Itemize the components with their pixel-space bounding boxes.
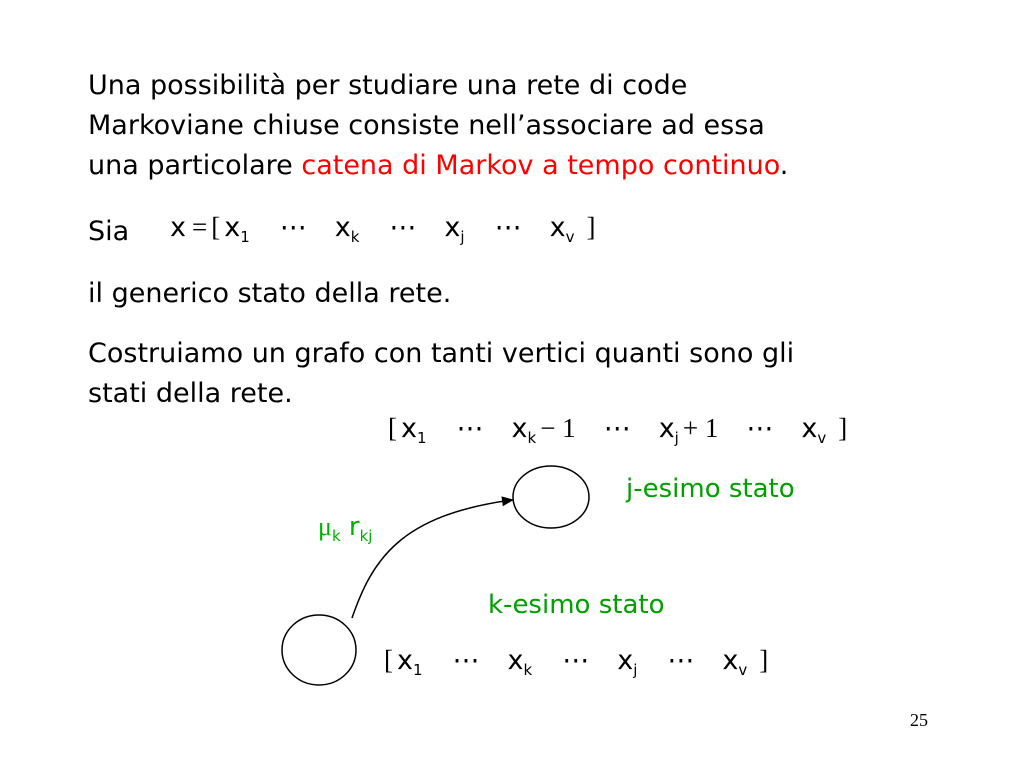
xk-var: x <box>334 212 351 243</box>
intro-line-3-text: una particolare <box>88 150 302 181</box>
equals-sign: = <box>191 212 208 242</box>
j-x1-sub: 1 <box>416 429 427 447</box>
j-dots-3: ⋯ <box>746 413 774 443</box>
j-minus-one: − 1 <box>540 413 576 443</box>
j-xj-sub: j <box>674 429 679 447</box>
r-symbol: r <box>340 512 360 542</box>
k-x1-var: x <box>397 645 413 676</box>
paragraph-generic-state: il generico stato della rete. <box>88 278 452 309</box>
k-dots-2: ⋯ <box>562 645 590 675</box>
k-open-bracket: [ <box>384 645 393 675</box>
highlight-markov-chain: catena di Markov a tempo continuo <box>301 150 780 181</box>
k-xv-var: x <box>722 645 739 676</box>
j-xk-var: x <box>511 413 528 444</box>
xv-var: x <box>549 212 566 243</box>
j-dots-1: ⋯ <box>456 413 484 443</box>
j-x1-var: x <box>401 413 417 444</box>
intro-line-3-end: . <box>779 150 789 181</box>
j-xj-var: x <box>658 413 675 444</box>
xj-var: x <box>444 212 461 243</box>
mu-symbol: μ <box>318 512 332 541</box>
intro-line-2: Markoviane chiuse consiste nell’associare ad essa <box>88 110 765 141</box>
open-bracket: [ <box>211 212 221 242</box>
state-var: x <box>170 212 186 243</box>
j-close-bracket: ] <box>838 413 848 443</box>
graph-line-2: stati della rete. <box>88 378 293 409</box>
j-xv-sub: v <box>817 429 827 447</box>
k-close-bracket: ] <box>759 645 769 675</box>
page-number: 25 <box>910 710 928 730</box>
close-bracket: ] <box>586 212 596 242</box>
j-plus-one: + 1 <box>682 413 719 443</box>
x1-var: x <box>224 212 241 243</box>
j-state-node <box>513 466 589 528</box>
x1-sub: 1 <box>240 228 250 246</box>
xk-sub: k <box>350 228 360 246</box>
k-xj-sub: j <box>633 661 638 679</box>
r-sub: kj <box>359 527 373 545</box>
k-state-label: k-esimo stato <box>488 590 665 620</box>
xj-sub: j <box>460 228 465 246</box>
dots-3: ⋯ <box>494 212 522 242</box>
j-dots-2: ⋯ <box>603 413 631 443</box>
k-x1-sub: 1 <box>412 661 423 679</box>
k-dots-3: ⋯ <box>667 645 695 675</box>
xv-sub: v <box>565 228 575 246</box>
k-dots-1: ⋯ <box>452 645 480 675</box>
j-xk-sub: k <box>527 429 537 447</box>
k-state-node <box>282 615 356 685</box>
dots-1: ⋯ <box>279 212 307 242</box>
mu-sub: k <box>331 527 341 545</box>
state-k-vector <box>384 645 768 679</box>
j-xv-var: x <box>801 413 818 444</box>
j-open-bracket: [ <box>388 413 397 443</box>
k-xv-sub: v <box>738 661 748 679</box>
j-state-label: j-esimo stato <box>626 474 795 504</box>
k-xk-sub: k <box>523 661 533 679</box>
k-xk-var: x <box>507 645 524 676</box>
graph-line-1: Costruiamo un grafo con tanti vertici quanti sono gli <box>88 338 795 369</box>
dots-2: ⋯ <box>389 212 417 242</box>
k-xj-var: x <box>617 645 634 676</box>
sia-label: Sia <box>88 216 130 247</box>
intro-line-1: Una possibilità per studiare una rete di code <box>88 70 688 101</box>
transition-arrow <box>352 500 512 618</box>
